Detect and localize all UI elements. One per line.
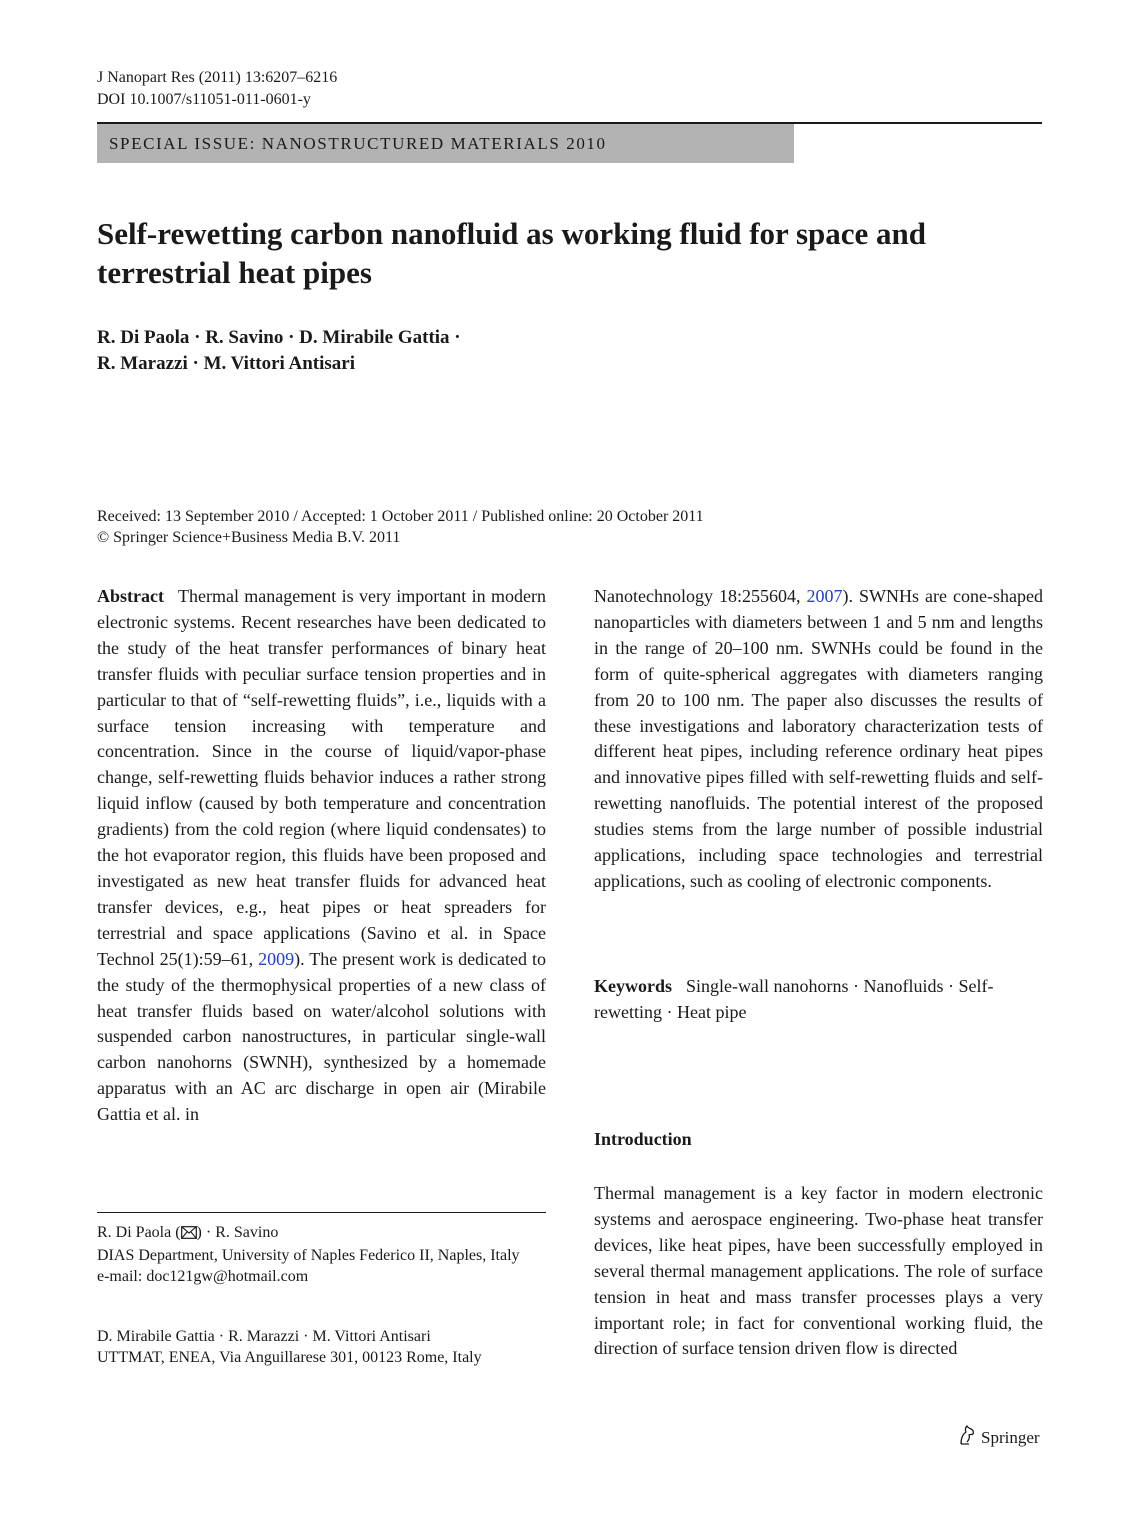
publisher-name: Springer (981, 1427, 1040, 1447)
footnote-rule (97, 1212, 546, 1213)
keywords-label: Keywords (594, 976, 672, 996)
publication-dates (97, 506, 704, 548)
affiliation-2 (97, 1326, 527, 1368)
author-list (97, 325, 797, 377)
keywords (594, 973, 1043, 1025)
affiliation-1-department: DIAS Department, University of Naples Federico II, Naples, Italy (97, 1247, 520, 1264)
article-title: Self-rewetting carbon nanofluid as working fluid for space and terrestrial heat pipes (97, 216, 927, 290)
abstract-label: Abstract (97, 586, 164, 606)
doi: DOI 10.1007/s11051-011-0601-y (97, 91, 311, 108)
abstract-text-part3: Nanotechnology 18:255604, (594, 586, 807, 606)
abstract-text-part2: ). The present work is dedicated to the study of the thermophysical properties of a new class of heat transfer fluids based on water/alcohol solutions with suspended carbon nanostructures, in particular single-wall carbon nanohorns (SWNH), synthesized by a homemade apparatus with an AC arc discharge in open air (Mirabile Gattia et al. in (97, 948, 546, 1125)
introduction-heading: Introduction (594, 1129, 692, 1149)
affiliation-1 (97, 1222, 527, 1287)
copyright: © Springer Science+Business Media B.V. 2011 (97, 529, 401, 546)
abstract-text-part4: ). SWNHs are cone-shaped nanoparticles with diameters between 1 and 5 nm and lengths in the range of 20–100 nm. SWNHs could be found in the form of quite-spherical aggregates with diameters ranging from 20 to 100 nm. The paper also discusses the results of these investigations and laboratory characterization tests of different heat pipes, including reference ordinary heat pipes and innovative pipes filled with self-rewetting fluids and self-rewetting nanofluids. The potential interest of the proposed studies stems from the large number of possible industrial applications, including space technologies and terrestrial applications, such as cooling of electronic components. (594, 586, 1043, 891)
introduction-text: Thermal management is a key factor in modern electronic systems and aerospace engineering. Two-phase heat transfer devices, like heat pipes, have been successfully employed in several thermal management applications. The role of surface tension in heat and mass transfer processes plays a very important role; in fact for conventional working fluid, the direction of surface tension driven flow is directed (594, 1183, 1043, 1359)
abstract-text-part1: Thermal management is very important in modern electronic systems. Recent researches have been dedicated to the study of the heat transfer performances of binary heat transfer fluids with peculiar surface tension properties and in particular to that of “self-rewetting fluids”, i.e., liquids with a surface tension increasing with temperature and concentration. Since in the course of liquid/vapor-phase change, self-rewetting fluids behavior induces a rather strong liquid inflow (caused by both temperature and concentration gradients) from the cold region (where liquid condensates) to the hot evaporator region, this fluids have been proposed and investigated as new heat transfer fluids for advanced heat transfer devices, e.g., heat pipes or heat spreaders for terrestrial and space applications (Savino et al. in Space Technol 25(1):59–61, (97, 586, 546, 969)
authors-line-1: R. Di Paola · R. Savino · D. Mirabile Gattia · (97, 327, 461, 348)
affiliation-2-department: UTTMAT, ENEA, Via Anguillarese 301, 00123 Rome, Italy (97, 1349, 482, 1366)
citation-link-2007[interactable]: 2007 (806, 586, 843, 606)
journal-citation: J Nanopart Res (2011) 13:6207–6216 (97, 69, 338, 86)
affiliation-1-name-start: R. Di Paola ( (97, 1224, 181, 1241)
abstract-right-column (594, 584, 1043, 895)
affiliation-1-email[interactable]: e-mail: doc121gw@hotmail.com (97, 1268, 309, 1285)
journal-header (97, 67, 337, 111)
envelope-icon[interactable] (181, 1224, 197, 1245)
affiliation-1-names (97, 1222, 527, 1245)
affiliation-1-name-end: ) · R. Savino (196, 1224, 279, 1241)
springer-horse-icon (957, 1424, 977, 1451)
publisher-logo (957, 1424, 1040, 1451)
affiliation-2-names: D. Mirabile Gattia · R. Marazzi · M. Vittori Antisari (97, 1328, 431, 1345)
abstract-left-column (97, 584, 546, 1128)
citation-link-2009[interactable]: 2009 (258, 948, 295, 969)
history-dates: Received: 13 September 2010 / Accepted: 1 October 2011 / Published online: 20 October 2011 (97, 508, 704, 525)
special-issue-banner: SPECIAL ISSUE: NANOSTRUCTURED MATERIALS 2010 (97, 124, 794, 163)
keywords-text: Single-wall nanohorns · Nanofluids · Self-rewetting · Heat pipe (594, 976, 994, 1022)
authors-line-2: R. Marazzi · M. Vittori Antisari (97, 353, 356, 374)
